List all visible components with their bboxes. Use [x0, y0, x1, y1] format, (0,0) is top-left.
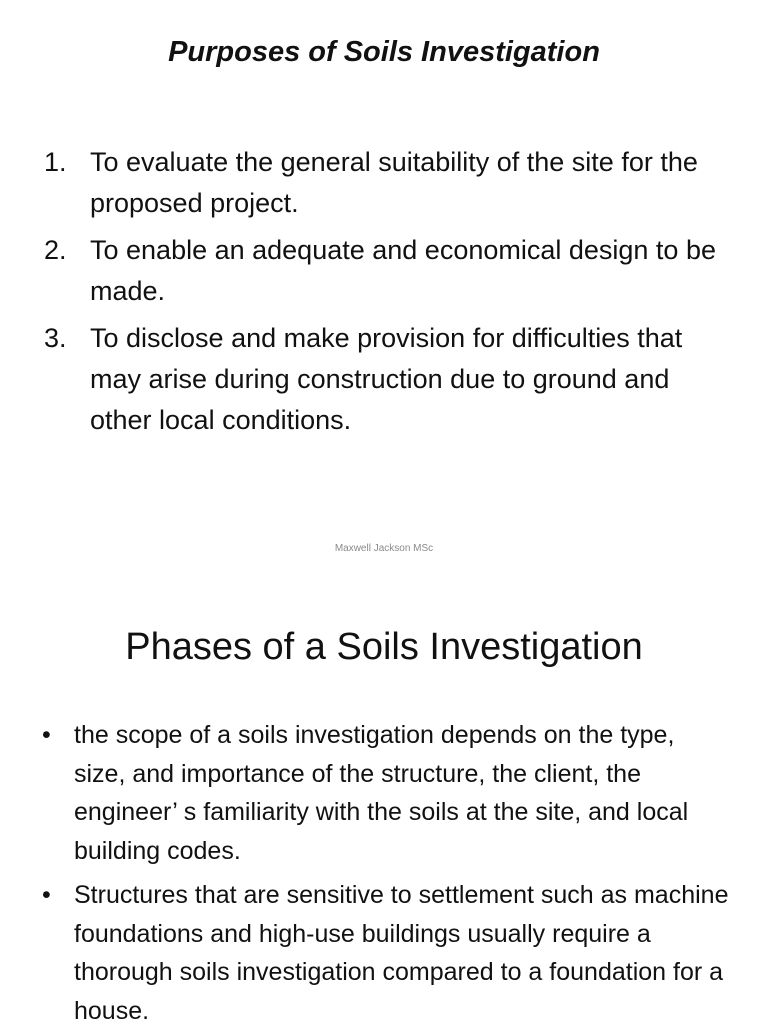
- list-item: [40, 876, 730, 1030]
- numbered-list: [44, 142, 734, 447]
- item-number: 2.: [44, 235, 67, 265]
- item-number: 1.: [44, 147, 67, 177]
- item-text: To disclose and make provision for difficulties that may arise during construction due to ground and other local conditions.: [90, 323, 683, 435]
- item-text: To enable an adequate and economical design to be made.: [90, 235, 716, 306]
- item-text: To evaluate the general suitability of the site for the proposed project.: [90, 147, 698, 218]
- list-item: [40, 716, 730, 870]
- bullet-icon: •: [42, 721, 51, 749]
- bullet-icon: •: [42, 881, 51, 909]
- list-item: [44, 142, 734, 224]
- slide-phases: [0, 580, 768, 1024]
- bullet-text: the scope of a soils investigation depends on the type, size, and importance of the structure, the client, the engineer’ s familiarity with the soils at the site, and local building codes.: [74, 721, 689, 865]
- slide-title: Phases of a Soils Investigation: [125, 626, 643, 668]
- bullet-text: Structures that are sensitive to settlement such as machine foundations and high-use buildings usually require a thorough soils investigation compared to a foundation for a house.: [74, 881, 729, 1025]
- list-item: [44, 230, 734, 312]
- bullet-list: [40, 716, 730, 1036]
- slide-title: Purposes of Soils Investigation: [168, 36, 600, 68]
- list-item: [44, 318, 734, 441]
- item-number: 3.: [44, 323, 67, 353]
- author-footer: Maxwell Jackson MSc: [334, 543, 434, 554]
